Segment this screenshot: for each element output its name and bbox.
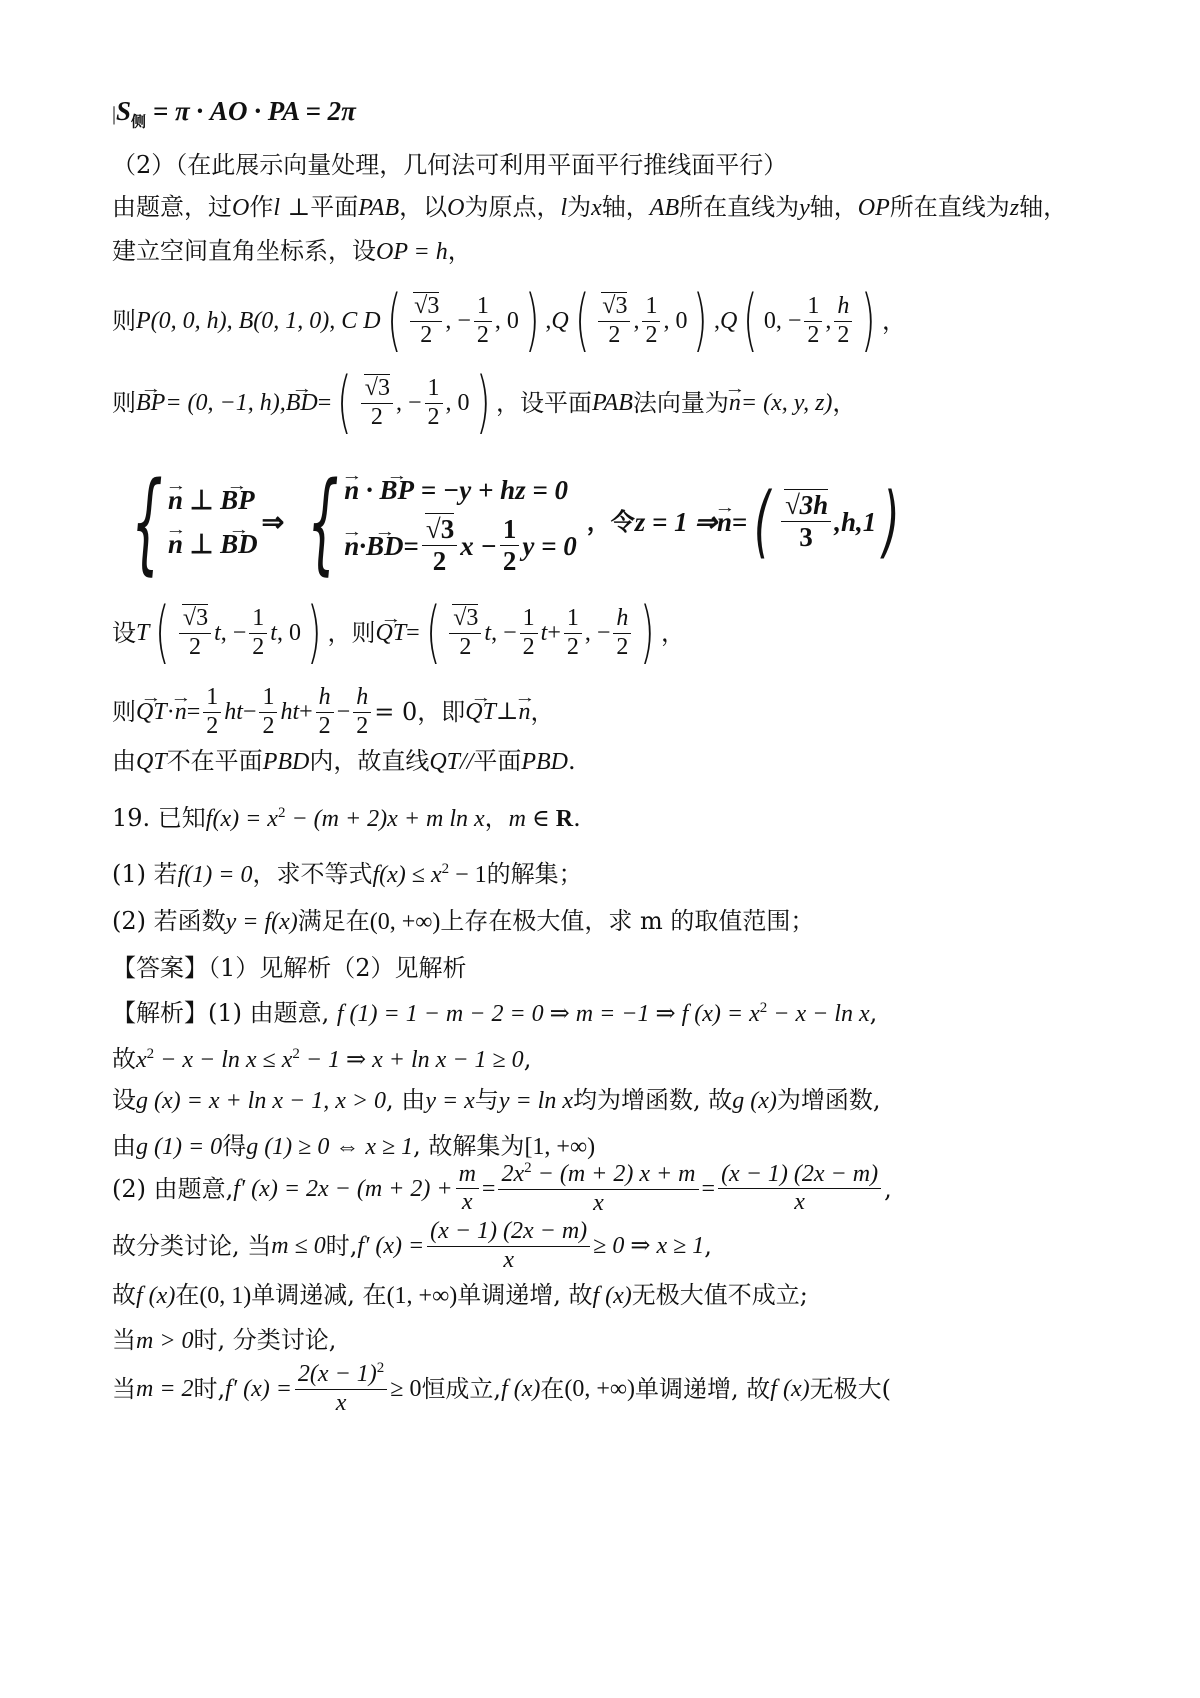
vector-n: → n bbox=[729, 388, 741, 418]
solution-line-4: 由g (1) = 0得g (1) ≥ 0 ⇔ x ≥ 1, 故解集为[1, +∞) bbox=[112, 1132, 596, 1160]
vector-bd: → BD bbox=[286, 388, 318, 418]
line-conclusion: 由QT不在平面PBD内，故直线QT//平面PBD. bbox=[112, 747, 576, 775]
vector-qt: → QT bbox=[375, 618, 406, 648]
solution-line-1: 【解析】(1) 由题意, f (1) = 1 − m − 2 = 0 ⇒ m = −1 ⇒ f $(x) = x^2 - x - \ln x$, bbox=[112, 999, 878, 1027]
question-19-part1: (1) 若f(1) = 0，求不等式$f(x) \le x^2 - 1$的解集； bbox=[112, 860, 583, 888]
solution-derivative: (2) 由题意, f′ (x) = 2x − (m + 2) + $\frac{m}{x}$ = $\frac{2x^2 - (m + 2) x + m}{x}$ = $\frac{(x - 1) (2x - m)}{x}$ , bbox=[112, 1160, 892, 1216]
normal-vector-system: { → n ⊥ → BP → n ⊥ → BD ⇒ { → n · → BP = −y + hz = 0 → n · → BD = $\frac{√3}{2}$ x − $\frac{1}{2}$ y = 0 ，令 z = 1 ⇒ → n = ( $\frac{√3h}{3}$ ,h,1 ) bbox=[112, 466, 907, 577]
line-marker: | bbox=[112, 103, 117, 125]
vector-bp: → BP bbox=[136, 388, 165, 418]
solution-line-3: 设g (x) = x + ln x − 1, x > 0, 由y = x与y = ln x均为增函数, 故g (x)为增函数, bbox=[112, 1086, 881, 1114]
solution-case-m-le-0: 故分类讨论, 当 m ≤ 0 时, f′ (x) = $\frac{(x - 1) (2x - m)}{x}$ ≥ 0 ⇒ x ≥ 1 , bbox=[112, 1218, 712, 1273]
line-vectors: 则 → BP = (0, −1, h), → BD = ( $\frac{√3}{2}$ , − $\frac{1}{2}$ , 0 ) ，设平面 PAB 法向量为 → n = (x, y, z) ， bbox=[112, 368, 856, 438]
question-19-part2: (2) 若函数y = f(x)满足在(0, +∞)上存在极大值，求 m 的取值范围； bbox=[112, 907, 815, 935]
line-point-t: 设 T ( $\frac{√3}{2}$ t , − $\frac{1}{2}$ t , 0 ) ，则 → QT = ( $\frac{√3}{2}$ t , − $\frac{1}{2}$ t + $\frac{1}{2}$ , − $\frac{h}{2}$ ) ， bbox=[112, 598, 685, 668]
part2-heading: （2）（在此展示向量处理，几何法可利用平面平行推线面平行） bbox=[112, 151, 788, 179]
question-19: 19. 已知$f(x) = x^2 - (m + 2)x + m$ ln x，m ∈ R. bbox=[112, 804, 581, 832]
solution-line-2: 故$x^2 - x - \ln x \le x^2 - 1$ ⇒ x + ln x − 1 ≥ 0, bbox=[112, 1045, 532, 1073]
solution-case-m-gt-0: 当m > 0时, 分类讨论, bbox=[112, 1326, 337, 1354]
line-1: $|S_侧 = \pi$ · AO · PA = 2π bbox=[112, 96, 356, 131]
line-4: 建立空间直角坐标系，设OP = h， bbox=[112, 237, 472, 265]
solution-case-m-eq-2: 当 m = 2 时, f′ (x) = $\frac{2(x - 1)^2}{x}$ ≥ 0 恒成立, f (x) 在 (0, +∞) 单调递增, 故 f (x) 无极大( bbox=[112, 1360, 891, 1416]
line-3: 由题意，过O作l ⊥平面PAB，以O为原点，l为x轴，AB所在直线为y轴，OP所在直线为z轴， bbox=[112, 193, 1068, 221]
answer-label: 【答案】（1）见解析（2）见解析 bbox=[112, 954, 467, 982]
solution-monotonic: 故f (x)在(0, 1)单调递减, 在(1, +∞)单调递增, 故f (x)无极大值不成立; bbox=[112, 1281, 808, 1309]
line-dot-product: 则 → QT · → n = $\frac{1}{2}$ ht − $\frac{1}{2}$ ht + $\frac{h}{2}$ − $\frac{h}{2}$ = 0，即 → QT ⊥ → n ， bbox=[112, 684, 555, 740]
line-coordinates: 则 P(0, 0, h), B(0, 1, 0), C D ( $\frac{√3}{2}$ , − $\frac{1}{2}$ , 0 ) , Q ( $\frac{√3}{2}$ , $\frac{1}{2}$ , 0 ) , Q ( 0, − $\frac{1}{2}$ , $\frac{h}{2}$ ) ， bbox=[112, 281, 906, 360]
